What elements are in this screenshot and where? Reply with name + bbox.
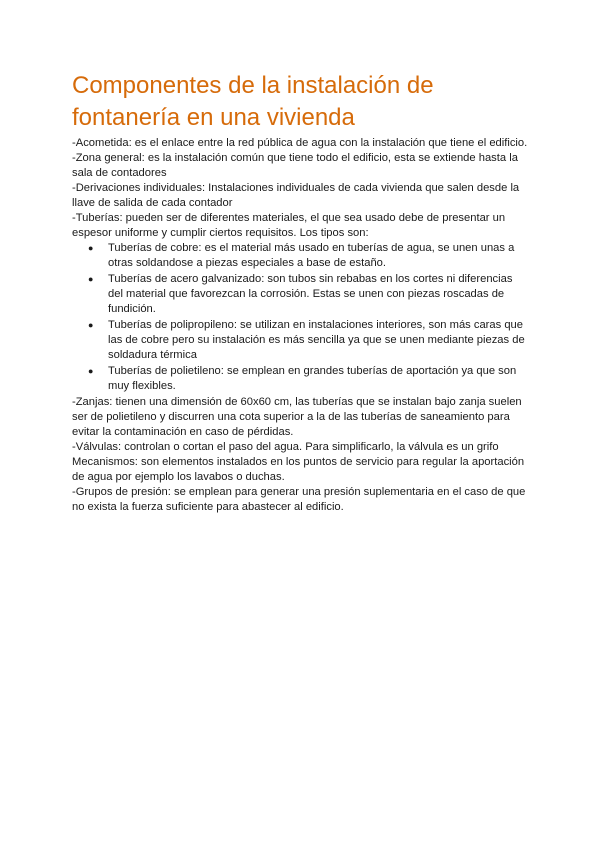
paragraph-tuberias: -Tuberías: pueden ser de diferentes materiales, el que sea usado debe de presentar un espesor uniforme y cumplir ciertos requisitos. Los tipos son: — [72, 212, 506, 239]
bullet-icon: ● — [88, 243, 94, 253]
list-item-polipropileno — [88, 318, 530, 363]
list-item-polietileno — [88, 364, 530, 394]
list-item-text: Tuberías de cobre: es el material más usado en tuberías de agua, se unen unas a otras soldandose a piezas especiales a base de estaño. — [108, 242, 515, 269]
paragraph-derivaciones: -Derivaciones individuales: Instalaciones individuales de cada vivienda que salen desde la llave de salida de cada contador — [72, 182, 520, 209]
paragraph-grupos-presion: -Grupos de presión: se emplean para generar una presión suplementaria en el caso de que no exista la fuerza suficiente para abastecer al edificio. — [72, 486, 526, 513]
pipe-types-list — [72, 241, 530, 394]
bullet-icon: ● — [88, 320, 94, 330]
paragraph-zona-general: -Zona general: es la instalación común que tiene todo el edificio, esta se extiende hasta la sala de contadores — [72, 152, 518, 179]
paragraph-acometida: -Acometida: es el enlace entre la red pública de agua con la instalación que tiene el edificio. — [72, 137, 528, 149]
bullet-icon: ● — [88, 366, 94, 376]
paragraph-valvulas: -Válvulas: controlan o cortan el paso del agua. Para simplificarlo, la válvula es un grifo — [72, 441, 499, 453]
list-item-text: Tuberías de polietileno: se emplean en grandes tuberías de aportación ya que son muy flexibles. — [108, 365, 517, 392]
list-item-text: Tuberías de acero galvanizado: son tubos sin rebabas en los cortes ni diferencias del material que favorezcan la corrosión. Estas se unen con piezas roscadas de fundición. — [108, 273, 513, 315]
document-page — [72, 70, 530, 515]
document-title: Componentes de la instalación de fontanería en una vivienda — [72, 72, 434, 131]
paragraph-zanjas: -Zanjas: tienen una dimensión de 60x60 cm, las tuberías que se instalan bajo zanja suelen ser de polietileno y discurren una cota superior a la de las tuberías de saneamiento para evitar la contaminación en caso de pérdidas. — [72, 396, 522, 438]
bullet-icon: ● — [88, 274, 94, 284]
list-item-text: Tuberías de polipropileno: se utilizan en instalaciones interiores, son más caras que las de cobre pero su instalación es más sencilla ya que se unen mediante piezas de soldadura térmica — [108, 319, 525, 361]
list-item-cobre — [88, 241, 530, 271]
list-item-acero — [88, 272, 530, 317]
paragraph-mecanismos: Mecanismos: son elementos instalados en los puntos de servicio para regular la aportación de agua por ejemplo los lavabos o duchas. — [72, 456, 525, 483]
